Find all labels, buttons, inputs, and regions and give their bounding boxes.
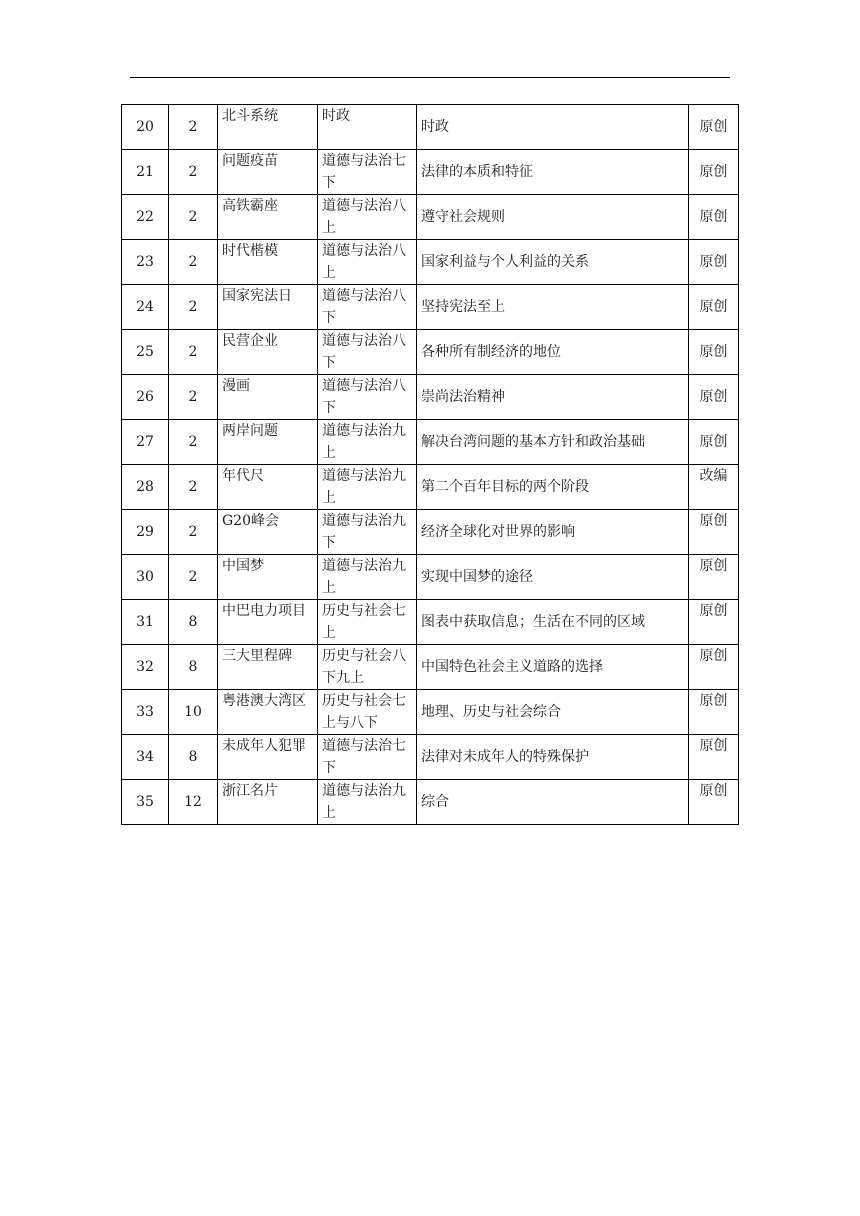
- source-cell: 原创: [689, 330, 739, 375]
- knowledge-point-cell: 图表中获取信息；生活在不同的区域: [417, 600, 689, 645]
- question-number-cell: 34: [122, 735, 169, 780]
- score-cell: 2: [169, 105, 218, 150]
- table-row: [122, 420, 739, 465]
- table-row: [122, 240, 739, 285]
- knowledge-point-cell: 崇尚法治精神: [417, 375, 689, 420]
- score-cell: 8: [169, 735, 218, 780]
- source-cell: 改编: [689, 465, 739, 510]
- question-number-cell: 27: [122, 420, 169, 465]
- question-number-cell: 25: [122, 330, 169, 375]
- score-cell: 8: [169, 645, 218, 690]
- knowledge-point-cell: 遵守社会规则: [417, 195, 689, 240]
- table-row: [122, 555, 739, 600]
- question-number-cell: 35: [122, 780, 169, 825]
- textbook-cell: 道德与法治八上: [318, 195, 417, 240]
- question-number-cell: 33: [122, 690, 169, 735]
- topic-cell: 粤港澳大湾区: [218, 690, 318, 735]
- source-cell: 原创: [689, 240, 739, 285]
- source-cell: 原创: [689, 780, 739, 825]
- table-row: [122, 645, 739, 690]
- question-number-cell: 24: [122, 285, 169, 330]
- textbook-cell: 时政: [318, 105, 417, 150]
- source-cell: 原创: [689, 195, 739, 240]
- source-cell: 原创: [689, 735, 739, 780]
- table-body: [122, 105, 739, 825]
- question-number-cell: 26: [122, 375, 169, 420]
- source-cell: 原创: [689, 285, 739, 330]
- source-cell: 原创: [689, 375, 739, 420]
- knowledge-point-cell: 第二个百年目标的两个阶段: [417, 465, 689, 510]
- table-row: [122, 510, 739, 555]
- table-row: [122, 330, 739, 375]
- table-row: [122, 375, 739, 420]
- table-row: [122, 735, 739, 780]
- topic-cell: 问题疫苗: [218, 150, 318, 195]
- textbook-cell: 道德与法治九上: [318, 555, 417, 600]
- table-row: [122, 690, 739, 735]
- question-number-cell: 21: [122, 150, 169, 195]
- table-row: [122, 285, 739, 330]
- score-cell: 2: [169, 285, 218, 330]
- source-cell: 原创: [689, 510, 739, 555]
- exam-spec-table: [121, 104, 739, 825]
- knowledge-point-cell: 地理、历史与社会综合: [417, 690, 689, 735]
- textbook-cell: 道德与法治八下: [318, 330, 417, 375]
- textbook-cell: 道德与法治八上: [318, 240, 417, 285]
- textbook-cell: 道德与法治七下: [318, 735, 417, 780]
- topic-cell: G20峰会: [218, 510, 318, 555]
- score-cell: 10: [169, 690, 218, 735]
- textbook-cell: 历史与社会七上: [318, 600, 417, 645]
- question-number-cell: 31: [122, 600, 169, 645]
- topic-cell: 年代尺: [218, 465, 318, 510]
- question-number-cell: 22: [122, 195, 169, 240]
- score-cell: 2: [169, 555, 218, 600]
- table-row: [122, 600, 739, 645]
- knowledge-point-cell: 各种所有制经济的地位: [417, 330, 689, 375]
- table-row: [122, 465, 739, 510]
- textbook-cell: 道德与法治七下: [318, 150, 417, 195]
- score-cell: 2: [169, 195, 218, 240]
- source-cell: 原创: [689, 600, 739, 645]
- knowledge-point-cell: 法律对未成年人的特殊保护: [417, 735, 689, 780]
- textbook-cell: 道德与法治八下: [318, 285, 417, 330]
- score-cell: 2: [169, 375, 218, 420]
- table-row: [122, 195, 739, 240]
- source-cell: 原创: [689, 420, 739, 465]
- source-cell: 原创: [689, 555, 739, 600]
- textbook-cell: 道德与法治九上: [318, 465, 417, 510]
- source-cell: 原创: [689, 105, 739, 150]
- score-cell: 2: [169, 330, 218, 375]
- topic-cell: 高铁霸座: [218, 195, 318, 240]
- knowledge-point-cell: 经济全球化对世界的影响: [417, 510, 689, 555]
- topic-cell: 中巴电力项目: [218, 600, 318, 645]
- topic-cell: 北斗系统: [218, 105, 318, 150]
- topic-cell: 国家宪法日: [218, 285, 318, 330]
- question-number-cell: 32: [122, 645, 169, 690]
- question-number-cell: 30: [122, 555, 169, 600]
- question-number-cell: 20: [122, 105, 169, 150]
- topic-cell: 时代楷模: [218, 240, 318, 285]
- knowledge-point-cell: 解决台湾问题的基本方针和政治基础: [417, 420, 689, 465]
- topic-cell: 未成年人犯罪: [218, 735, 318, 780]
- score-cell: 2: [169, 465, 218, 510]
- score-cell: 2: [169, 420, 218, 465]
- textbook-cell: 历史与社会七上与八下: [318, 690, 417, 735]
- source-cell: 原创: [689, 690, 739, 735]
- topic-cell: 漫画: [218, 375, 318, 420]
- knowledge-point-cell: 实现中国梦的途径: [417, 555, 689, 600]
- table-row: [122, 105, 739, 150]
- textbook-cell: 道德与法治九上: [318, 780, 417, 825]
- knowledge-point-cell: 时政: [417, 105, 689, 150]
- topic-cell: 三大里程碑: [218, 645, 318, 690]
- textbook-cell: 道德与法治九下: [318, 510, 417, 555]
- source-cell: 原创: [689, 150, 739, 195]
- knowledge-point-cell: 坚持宪法至上: [417, 285, 689, 330]
- topic-cell: 两岸问题: [218, 420, 318, 465]
- table-row: [122, 780, 739, 825]
- topic-cell: 浙江名片: [218, 780, 318, 825]
- score-cell: 12: [169, 780, 218, 825]
- score-cell: 2: [169, 240, 218, 285]
- textbook-cell: 道德与法治九上: [318, 420, 417, 465]
- table-row: [122, 150, 739, 195]
- source-cell: 原创: [689, 645, 739, 690]
- score-cell: 2: [169, 150, 218, 195]
- knowledge-point-cell: 综合: [417, 780, 689, 825]
- textbook-cell: 历史与社会八下九上: [318, 645, 417, 690]
- question-number-cell: 23: [122, 240, 169, 285]
- knowledge-point-cell: 法律的本质和特征: [417, 150, 689, 195]
- knowledge-point-cell: 国家利益与个人利益的关系: [417, 240, 689, 285]
- topic-cell: 民营企业: [218, 330, 318, 375]
- score-cell: 2: [169, 510, 218, 555]
- knowledge-point-cell: 中国特色社会主义道路的选择: [417, 645, 689, 690]
- question-number-cell: 28: [122, 465, 169, 510]
- header-rule: [130, 77, 730, 78]
- topic-cell: 中国梦: [218, 555, 318, 600]
- score-cell: 8: [169, 600, 218, 645]
- textbook-cell: 道德与法治八下: [318, 375, 417, 420]
- question-number-cell: 29: [122, 510, 169, 555]
